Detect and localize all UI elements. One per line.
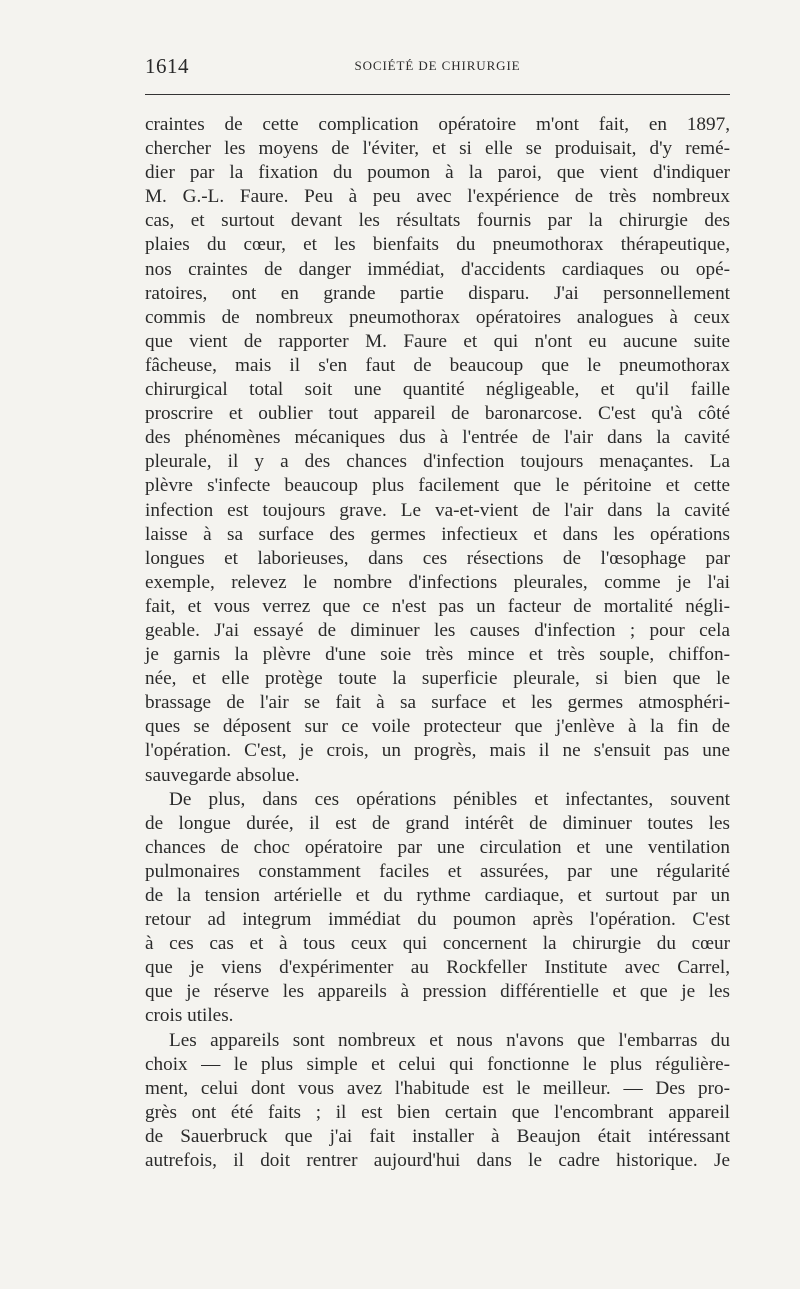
text-line: je garnis la plèvre d'une soie très mince et très souple, chiffon-	[145, 644, 730, 666]
text-line: brassage de l'air se fait à sa surface et les germes atmosphéri-	[145, 692, 730, 714]
text-line: ques se déposent sur ce voile protecteur que j'enlève à la fin de	[145, 716, 730, 738]
text-line: que vient de rapporter M. Faure et qui n'ont eu aucune suite	[145, 330, 730, 352]
page-header	[145, 48, 730, 76]
text-line: ment, celui dont vous avez l'habitude est le meilleur. — Des pro-	[145, 1077, 730, 1099]
paragraph	[145, 113, 730, 788]
text-line: des phénomènes mécaniques dus à l'entrée de l'air dans la cavité	[145, 427, 730, 449]
text-line: que je viens d'expérimenter au Rockfeller Institute avec Carrel,	[145, 957, 730, 979]
text-line: grès ont été faits ; il est bien certain que l'encombrant appareil	[145, 1101, 730, 1123]
text-line: M. G.-L. Faure. Peu à peu avec l'expérience de très nombreux	[145, 186, 730, 208]
text-line: sauvegarde absolue.	[145, 764, 300, 786]
text-line: de Sauerbruck que j'ai fait installer à Beaujon était intéressant	[145, 1125, 730, 1147]
text-line: pulmonaires constamment faciles et assurées, par une régularité	[145, 860, 730, 882]
text-line: nos craintes de danger immédiat, d'accidents cardiaques ou opé-	[145, 258, 730, 280]
text-line: infection est toujours grave. Le va-et-vient de l'air dans la cavité	[145, 499, 730, 521]
text-line: autrefois, il doit rentrer aujourd'hui dans le cadre historique. Je	[145, 1150, 730, 1172]
text-line: craintes de cette complication opératoire m'ont fait, en 1897,	[145, 114, 730, 135]
text-line: retour ad integrum immédiat du poumon après l'opération. C'est	[145, 909, 730, 931]
text-line: de la tension artérielle et du rythme cardiaque, et surtout par un	[145, 885, 730, 906]
text-line: chercher les moyens de l'éviter, et si elle se produisait, d'y remé-	[145, 138, 730, 160]
text-line: choix — le plus simple et celui qui fonctionne le plus régulière-	[145, 1053, 730, 1075]
text-line: cas, et surtout devant les résultats fournis par la chirurgie des	[145, 210, 730, 232]
text-line: chances de choc opératoire par une circulation et une ventilation	[145, 836, 730, 858]
text-line: exemple, relevez le nombre d'infections pleurales, comme je l'ai	[145, 571, 730, 593]
text-line: de longue durée, il est de grand intérêt de diminuer toutes les	[145, 812, 730, 834]
text-line: à ces cas et à tous ceux qui concernent la chirurgie du cœur	[145, 933, 730, 955]
text-line: geable. J'ai essayé de diminuer les causes d'infection ; pour cela	[145, 619, 730, 641]
text-line: laisse à sa surface des germes infectieux et dans les opérations	[145, 523, 730, 545]
text-line: crois utiles.	[145, 1005, 234, 1027]
text-line: dier par la fixation du poumon à la paroi, que vient d'indiquer	[145, 162, 730, 184]
text-line: plaies du cœur, et les bienfaits du pneumothorax thérapeutique,	[145, 234, 730, 256]
text-line: l'opération. C'est, je crois, un progrès, mais il ne s'ensuit pas une	[145, 740, 730, 762]
text-line: fâcheuse, mais il s'en faut de beaucoup que le pneumothorax	[145, 354, 730, 376]
text-line: proscrire et oublier tout appareil de baronarcose. C'est qu'à côté	[145, 403, 730, 425]
text-line: ratoires, ont en grande partie disparu. J'ai personnellement	[145, 282, 730, 304]
text-line: commis de nombreux pneumothorax opératoires analogues à ceux	[145, 306, 730, 328]
header-rule	[145, 94, 730, 95]
text-line: née, et elle protège toute la superficie pleurale, si bien que le	[145, 668, 730, 690]
running-title: SOCIÉTÉ DE CHIRURGIE	[354, 58, 521, 73]
text-line: fait, et vous verrez que ce n'est pas un facteur de mortalité négli-	[145, 595, 730, 617]
paragraph	[145, 788, 730, 1029]
text-line: longues et laborieuses, dans ces résections de l'œsophage par	[145, 547, 730, 569]
body-text	[145, 113, 730, 1173]
page-number: 1614	[145, 54, 189, 78]
text-line: Les appareils sont nombreux et nous n'avons que l'embarras du	[169, 1029, 730, 1051]
text-line: que je réserve les appareils à pression différentielle et que je les	[145, 981, 730, 1003]
text-line: plèvre s'infecte beaucoup plus facilement que le péritoine et cette	[145, 475, 730, 497]
paragraph	[145, 1029, 730, 1174]
text-line: pleurale, il y a des chances d'infection toujours menaçantes. La	[145, 451, 730, 473]
page	[145, 48, 730, 1173]
text-line: chirurgical total soit une quantité négligeable, et qu'il faille	[145, 379, 730, 401]
text-line: De plus, dans ces opérations pénibles et infectantes, souvent	[169, 788, 730, 810]
